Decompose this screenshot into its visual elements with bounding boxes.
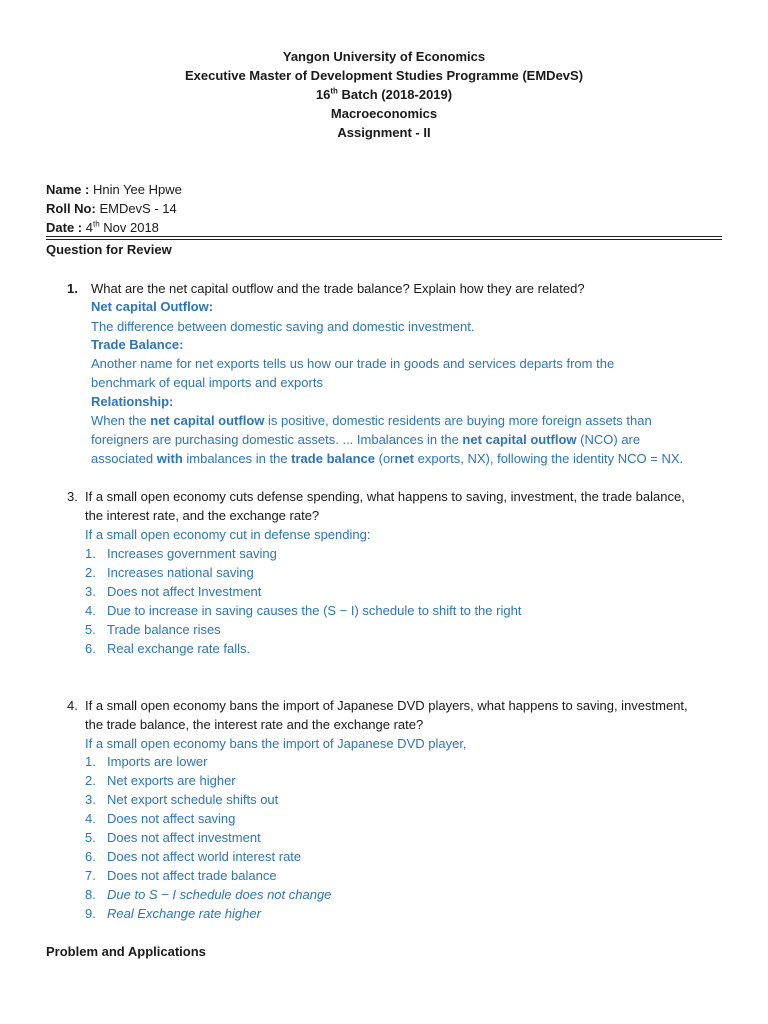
q1-relationship-line3: associated with imbalances in the trade balance (ornet exports, NX), following the identity NCO = NX. xyxy=(91,451,684,466)
student-name: Name : Hnin Yee Hpwe xyxy=(46,182,182,197)
answer-item-number: 3. xyxy=(85,584,96,599)
q1-tb-text-line2: benchmark of equal imports and exports xyxy=(91,375,323,390)
answer-item-text: Increases government saving xyxy=(107,546,277,561)
answer-item-text: Does not affect investment xyxy=(107,830,261,845)
q4-question-line2: the trade balance, the interest rate and the exchange rate? xyxy=(85,717,424,732)
q1-relationship-heading: Relationship: xyxy=(91,394,174,409)
answer-item-text: Increases national saving xyxy=(107,565,254,580)
answer-item-text: Does not affect saving xyxy=(107,811,236,826)
q3-question-line1: If a small open economy cuts defense spending, what happens to saving, investment, the trade balance, xyxy=(85,489,685,504)
answer-item-number: 5. xyxy=(85,830,96,845)
q4-number: 4. xyxy=(67,698,78,713)
answer-item-number: 8. xyxy=(85,887,96,902)
answer-item-text: Due to increase in saving causes the (S − I) schedule to shift to the right xyxy=(107,603,522,618)
answer-item-number: 2. xyxy=(85,773,96,788)
answer-item-text: Due to S − I schedule does not change xyxy=(107,887,332,902)
batch-title: 16th Batch (2018-2019) xyxy=(315,86,453,102)
q1-question: What are the net capital outflow and the trade balance? Explain how they are related? xyxy=(91,281,585,296)
answer-item-text: Does not affect Investment xyxy=(107,584,262,599)
q1-tb-heading: Trade Balance: xyxy=(91,337,184,352)
answer-item-text: Net export schedule shifts out xyxy=(107,792,279,807)
programme-title: Executive Master of Development Studies Programme (EMDevS) xyxy=(184,68,584,83)
answer-item-text: Does not affect world interest rate xyxy=(107,849,302,864)
answer-item-number: 4. xyxy=(85,811,96,826)
answer-item-text: Real Exchange rate higher xyxy=(107,906,261,921)
answer-item-text: Does not affect trade balance xyxy=(107,868,277,883)
answer-item-text: Imports are lower xyxy=(107,754,208,769)
q3-number: 3. xyxy=(67,489,78,504)
q3-question-line2: the interest rate, and the exchange rate? xyxy=(85,508,320,523)
answer-item-text: Net exports are higher xyxy=(107,773,236,788)
divider-top xyxy=(46,236,722,237)
roll-number: Roll No: EMDevS - 14 xyxy=(46,201,177,216)
answer-item-number: 9. xyxy=(85,906,96,921)
answer-item-number: 4. xyxy=(85,603,96,618)
q4-question-line1: If a small open economy bans the import of Japanese DVD players, what happens to saving, investment, xyxy=(85,698,688,713)
answer-item-number: 6. xyxy=(85,641,96,656)
answer-item-number: 7. xyxy=(85,868,96,883)
answer-item-number: 1. xyxy=(85,546,96,561)
course-title: Macroeconomics xyxy=(330,106,438,121)
answer-item-number: 3. xyxy=(85,792,96,807)
submission-date: Date : 4th Nov 2018 xyxy=(46,219,159,235)
q1-relationship-line1: When the net capital outflow is positive, domestic residents are buying more foreign assets than xyxy=(91,413,652,428)
section-problems-heading: Problem and Applications xyxy=(46,944,206,959)
answer-item-text: Real exchange rate falls. xyxy=(107,641,251,656)
assignment-title: Assignment - II xyxy=(337,125,431,140)
section-review-heading: Question for Review xyxy=(46,242,172,257)
university-title: Yangon University of Economics xyxy=(282,49,486,64)
q1-tb-text-line1: Another name for net exports tells us how our trade in goods and services departs from the xyxy=(91,356,615,371)
q1-nco-heading: Net capital Outflow: xyxy=(91,299,214,314)
answer-item-number: 5. xyxy=(85,622,96,637)
q3-answer-intro: If a small open economy cut in defense spending: xyxy=(85,527,371,542)
q1-nco-text: The difference between domestic saving and domestic investment. xyxy=(91,319,475,334)
answer-item-text: Trade balance rises xyxy=(107,622,221,637)
answer-item-number: 2. xyxy=(85,565,96,580)
q4-answer-intro: If a small open economy bans the import of Japanese DVD player, xyxy=(85,736,467,751)
q1-number: 1. xyxy=(67,281,78,296)
q1-relationship-line2: foreigners are purchasing domestic assets. ... Imbalances in the net capital outflow (NCO) are xyxy=(91,432,641,447)
answer-item-number: 1. xyxy=(85,754,96,769)
answer-item-number: 6. xyxy=(85,849,96,864)
